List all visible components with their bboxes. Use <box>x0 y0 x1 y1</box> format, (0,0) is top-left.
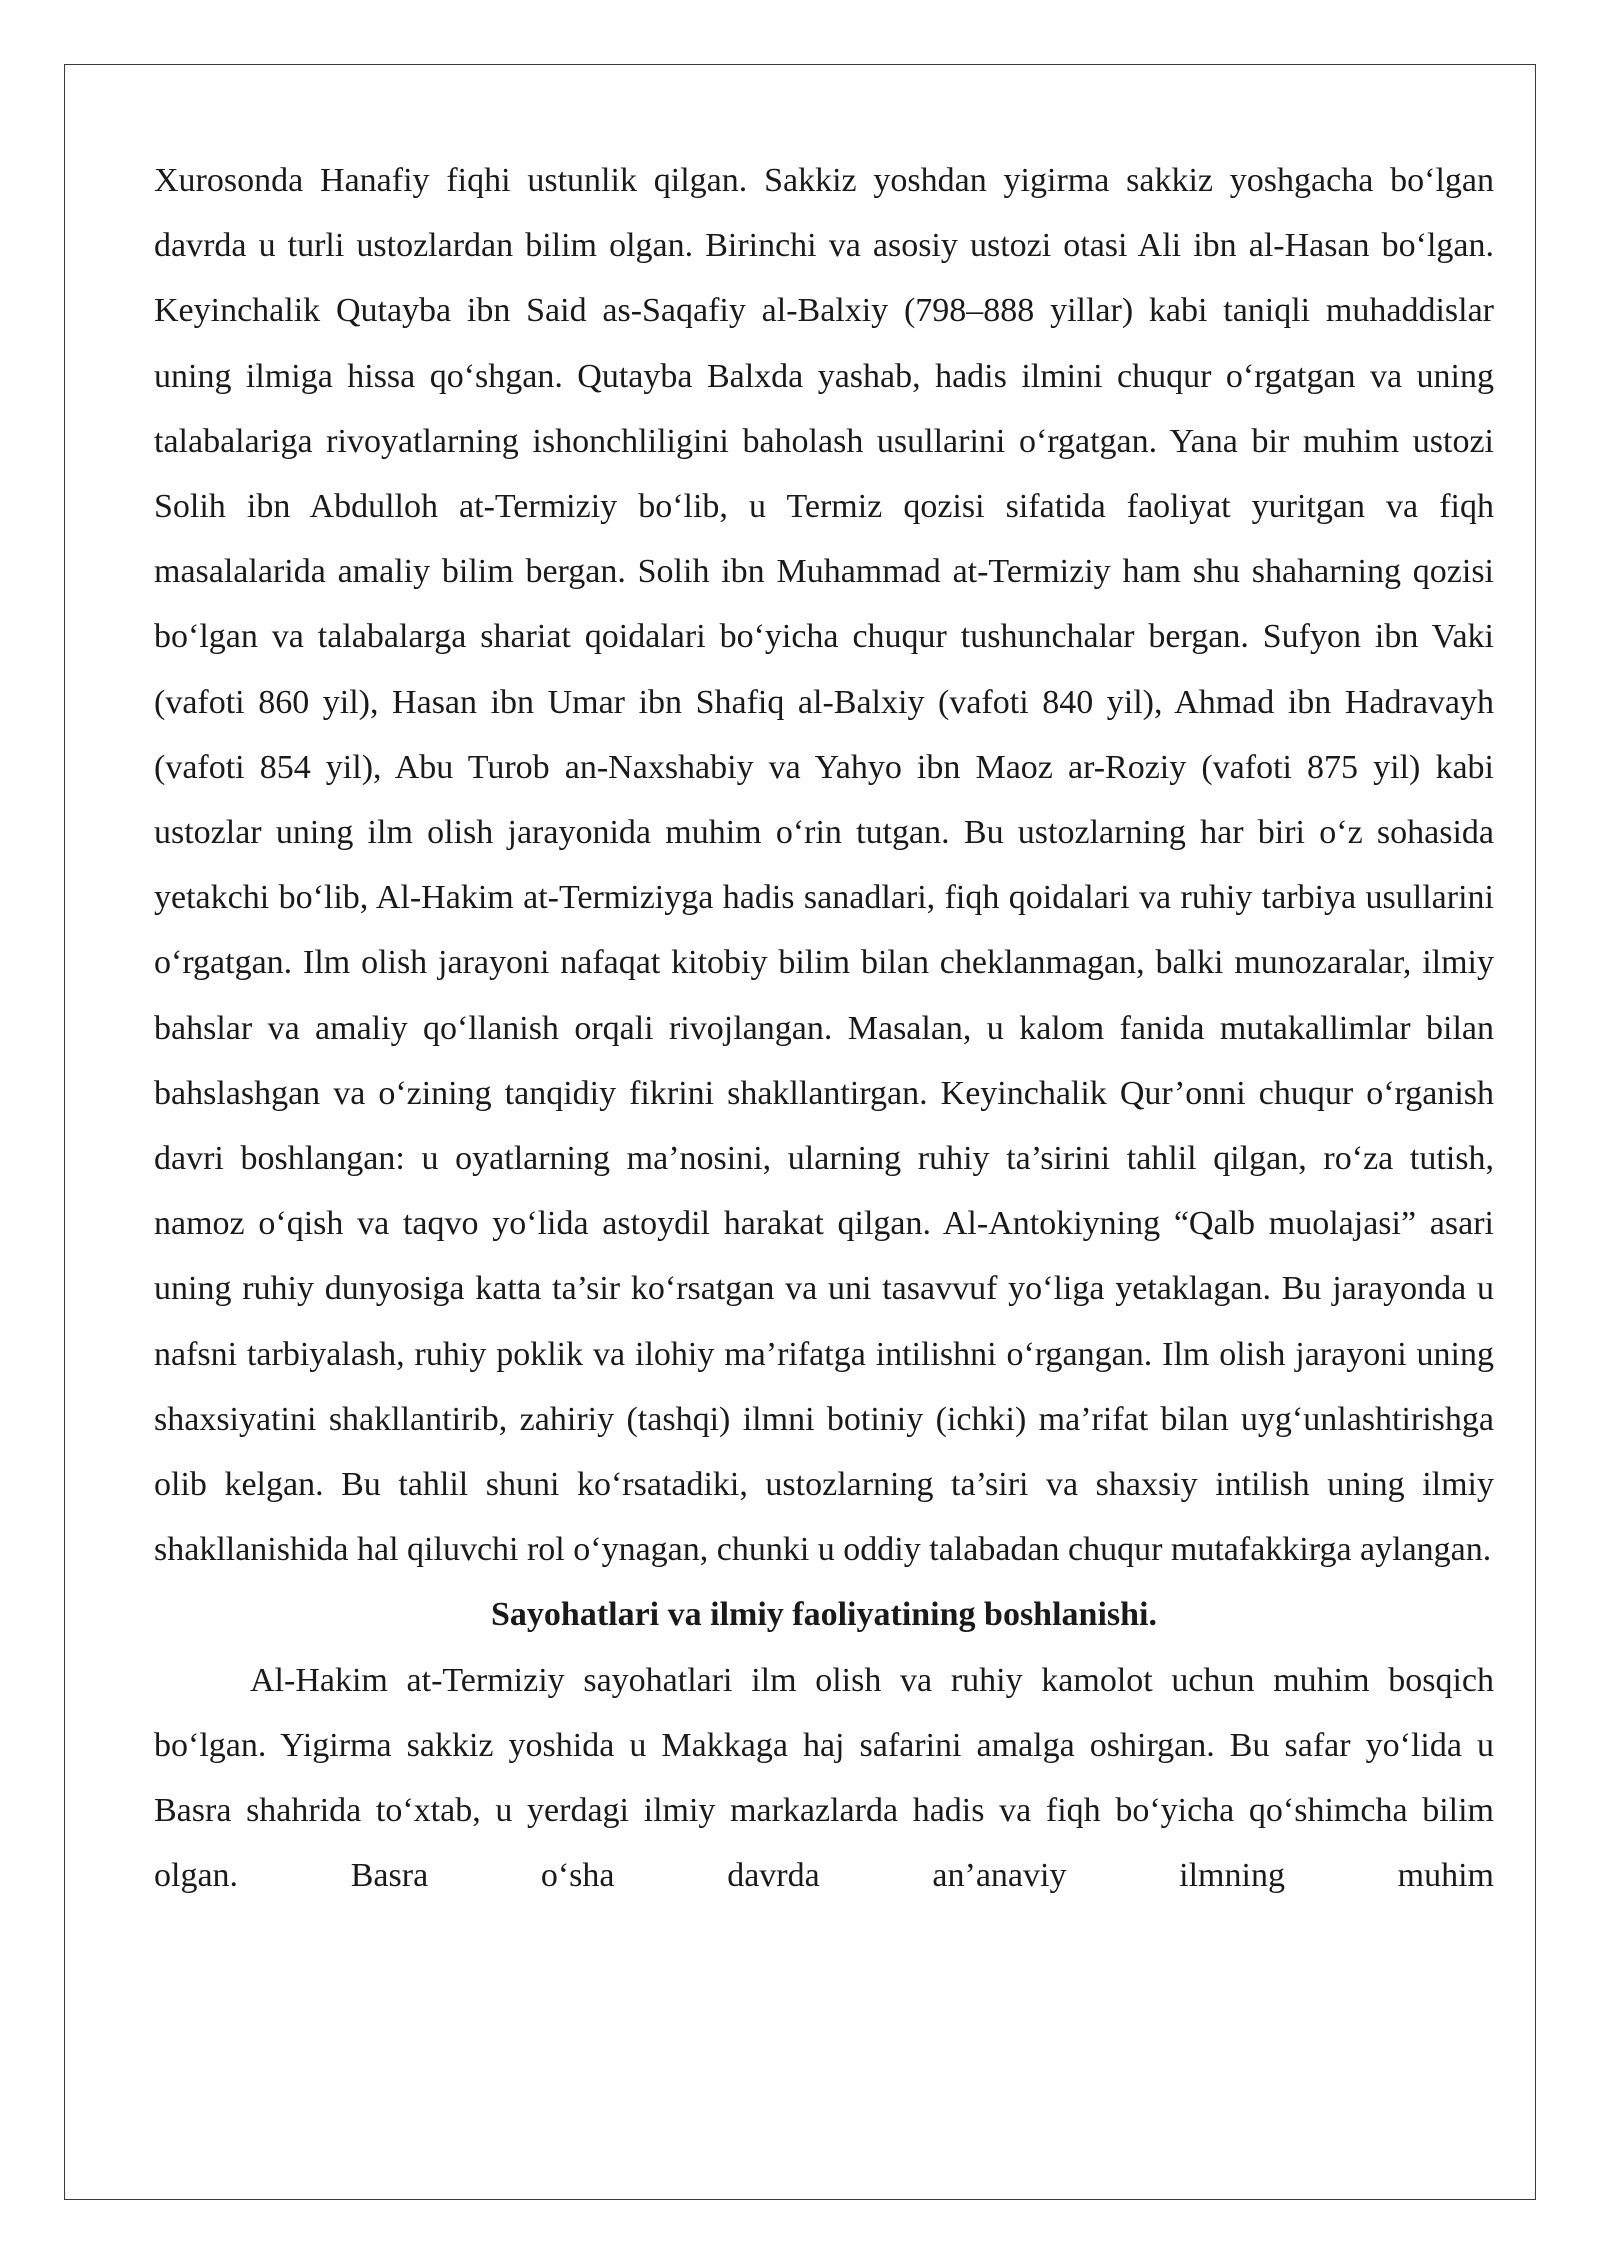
body-paragraph-1: Xurosonda Hanafiy fiqhi ustunlik qilgan. Sakkiz yoshdan yigirma sakkiz yoshgacha bo‘lgan davrda u turli ustozlardan bilim olgan. Birinchi va asosiy ustozi otasi Ali ibn al-Hasan bo‘lgan. Keyinchalik Qutayba ibn Said as-Saqafiy al-Balxiy (798–888 yillar) kabi taniqli muhaddislar uning ilmiga hissa qo‘shgan. Qutayba Balxda yashab, hadis ilmini chuqur o‘rgatgan va uning talabalariga rivoyatlarning ishonchliligini baholash usullarini o‘rgatgan. Yana bir muhim ustozi Solih ibn Abdulloh at-Termiziy bo‘lib, u Termiz qozisi sifatida faoliyat yuritgan va fiqh masalalarida amaliy bilim bergan. Solih ibn Muhammad at-Termiziy ham shu shaharning qozisi bo‘lgan va talabalarga shariat qoidalari bo‘yicha chuqur tushunchalar bergan. Sufyon ibn Vaki (vafoti 860 yil), Hasan ibn Umar ibn Shafiq al-Balxiy (vafoti 840 yil), Ahmad ibn Hadravayh (vafoti 854 yil), Abu Turob an-Naxshabiy va Yahyo ibn Maoz ar-Roziy (vafoti 875 yil) kabi ustozlar uning ilm olish jarayonida muhim o‘rin tutgan. Bu ustozlarning har biri o‘z sohasida yetakchi bo‘lib, Al-Hakim at-Termiziyga hadis sanadlari, fiqh qoidalari va ruhiy tarbiya usullarini o‘rgatgan. Ilm olish jarayoni nafaqat kitobiy bilim bilan cheklanmagan, balki munozaralar, ilmiy bahslar va amaliy qo‘llanish orqali rivojlangan. Masalan, u kalom fanida mutakallimlar bilan bahslashgan va o‘zining tanqidiy fikrini shakllantirgan. Keyinchalik Qur’onni chuqur o‘rganish davri boshlangan: u oyatlarning ma’nosini, ularning ruhiy ta’sirini tahlil qilgan, ro‘za tutish, namoz o‘qish va taqvo yo‘lida astoydil harakat qilgan. Al-Antokiyning “Qalb muolajasi” asari uning ruhiy dunyosiga katta ta’sir ko‘rsatgan va uni tasavvuf yo‘liga yetaklagan. Bu jarayonda u nafsni tarbiyalash, ruhiy poklik va ilohiy ma’rifatga intilishni o‘rgangan. Ilm olish jarayoni uning shaxsiyatini shakllantirib, zahiriy (tashqi) ilmni botiniy (ichki) ma’rifat bilan uyg‘unlashtirishga olib kelgan. Bu tahlil shuni ko‘rsatadiki, ustozlarning ta’siri va shaxsiy intilish uning ilmiy shakllanishida hal qiluvchi rol o‘ynagan, chunki u oddiy talabadan chuqur mutafakkirga aylangan. <box>154 162 1494 1569</box>
body-paragraph-2: Al-Hakim at-Termiziy sayohatlari ilm olish va ruhiy kamolot uchun muhim bosqich bo‘lgan. Yigirma sakkiz yoshida u Makkaga haj safarini amalga oshirgan. Bu safar yo‘lida u Basra shahrida to‘xtab, u yerdagi ilmiy markazlarda hadis va fiqh bo‘yicha qo‘shimcha bilim olgan. Basra o‘sha davrda an’anaviy ilmning muhim <box>154 1661 1494 1895</box>
section-heading: Sayohatlari va ilmiy faoliyatining boshlanishi. <box>491 1596 1157 1634</box>
document-body <box>154 148 1494 1908</box>
